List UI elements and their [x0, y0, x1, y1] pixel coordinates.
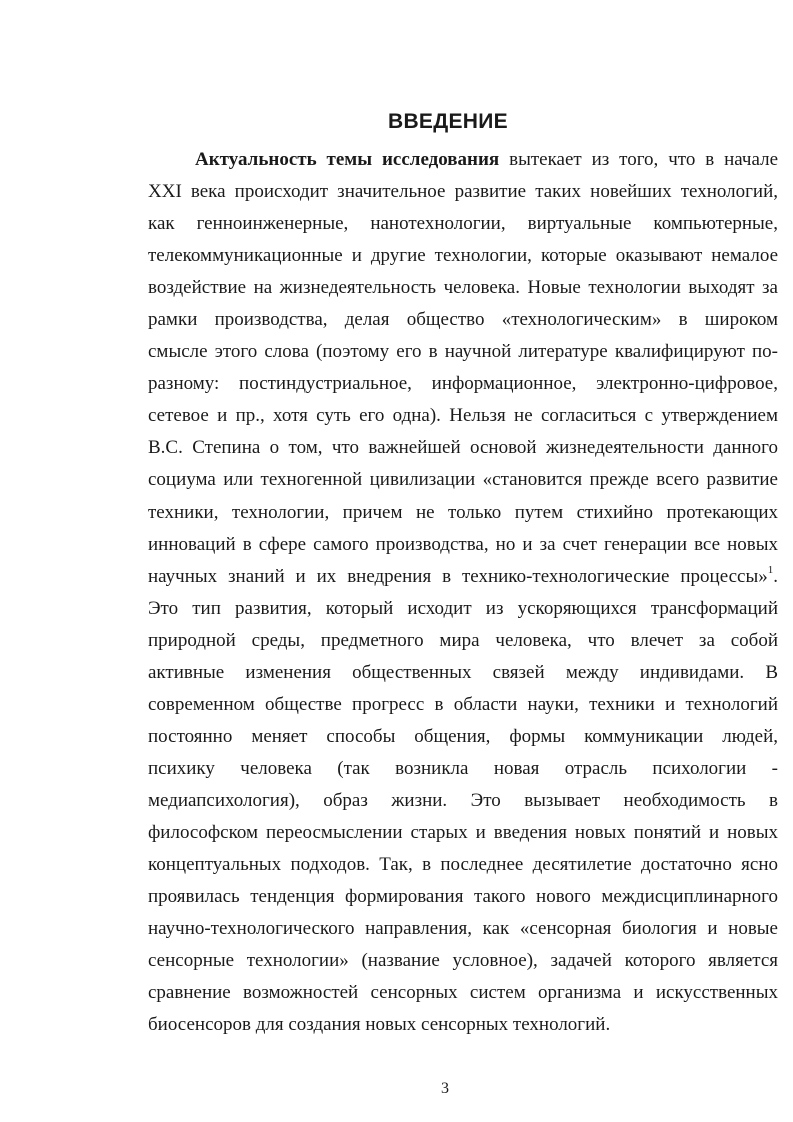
text-line	[148, 977, 778, 1009]
line-text: постоянно меняет способы общения, формы коммуникации людей,	[148, 725, 778, 747]
text-line	[148, 208, 778, 240]
line-text: концептуальных подходов. Так, в последнее десятилетие достаточно ясно	[148, 854, 778, 876]
line-text: Это тип развития, который исходит из ускоряющихся трансформаций	[148, 597, 778, 619]
text-line	[148, 336, 778, 368]
page-number: 3	[441, 1080, 449, 1097]
lead-bold-phrase: Актуальность темы исследования	[195, 149, 500, 170]
line-text: научных знаний и их внедрения в технико-технологические процессы»	[148, 565, 768, 587]
text-line	[148, 400, 778, 432]
text-line	[148, 368, 778, 400]
text-line	[148, 432, 778, 464]
text-line	[148, 785, 778, 817]
line-text: рамки производства, делая общество «технологическим» в широком	[148, 309, 778, 331]
line-text: вытекает из того, что в начале	[499, 149, 779, 170]
text-line	[148, 881, 778, 913]
line-text: смысле этого слова (поэтому его в научной литературе квалифицируют по-	[148, 341, 778, 363]
text-line	[148, 657, 778, 689]
text-line	[148, 849, 778, 881]
line-text: психику человека (так возникла новая отрасль психологии -	[148, 757, 778, 779]
text-line	[148, 144, 778, 176]
line-text: современном обществе прогресс в области науки, техники и технологий	[148, 693, 778, 715]
line-text: социума или техногенной цивилизации «становится прежде всего развитие	[148, 469, 778, 491]
line-text: техники, технологии, причем не только путем стихийно протекающих	[148, 501, 778, 523]
line-text: биосенсоров для создания новых сенсорных технологий.	[148, 1014, 611, 1036]
line-text: инноваций в сфере самого производства, но и за счет генерации все новых	[148, 533, 778, 555]
text-line	[148, 945, 778, 977]
line-text: разному: постиндустриальное, информационное, электронно-цифровое,	[148, 373, 778, 395]
text-line	[148, 625, 778, 657]
line-text: воздействие на жизнедеятельность человека. Новые технологии выходят за	[148, 277, 778, 299]
line-text: В.С. Степина о том, что важнейшей основой жизнедеятельности данного	[148, 437, 778, 459]
line-text: медиапсихология), образ жизни. Это вызывает необходимость в	[148, 789, 778, 811]
line-text: природной среды, предметного мира человека, что влечет за собой	[148, 629, 778, 651]
line-text: активные изменения общественных связей между индивидами. В	[148, 661, 778, 683]
text-line	[148, 272, 778, 304]
text-line	[148, 561, 778, 593]
line-end-punctuation: .	[773, 565, 778, 587]
section-heading: ВВЕДЕНИЕ	[388, 110, 508, 133]
line-text: сенсорные технологии» (название условное), задачей которого является	[148, 950, 778, 972]
text-line	[148, 529, 778, 561]
text-line	[148, 497, 778, 529]
text-line	[148, 464, 778, 496]
line-text: сетевое и пр., хотя суть его одна). Нельзя не согласиться с утверждением	[148, 405, 778, 427]
footnote-reference[interactable]: 1	[767, 563, 774, 576]
text-line	[148, 176, 778, 208]
text-line	[148, 689, 778, 721]
line-text: сравнение возможностей сенсорных систем организма и искусственных	[148, 982, 778, 1004]
line-text: как генноинженерные, нанотехнологии, виртуальные компьютерные,	[148, 213, 778, 235]
line-text: философском переосмыслении старых и введения новых понятий и новых	[148, 821, 778, 843]
text-line	[148, 817, 778, 849]
line-text: научно-технологического направления, как «сенсорная биология и новые	[148, 918, 778, 940]
text-line	[148, 1009, 778, 1041]
text-line	[148, 913, 778, 945]
line-text: XXI века происходит значительное развитие таких новейших технологий,	[148, 181, 778, 203]
body-paragraph	[148, 144, 778, 1041]
line-text: проявилась тенденция формирования такого нового междисциплинарного	[148, 886, 778, 908]
text-line	[148, 593, 778, 625]
text-line	[148, 753, 778, 785]
line-text: телекоммуникационные и другие технологии, которые оказывают немалое	[148, 245, 778, 267]
text-line	[148, 721, 778, 753]
text-line	[148, 304, 778, 336]
text-line	[148, 240, 778, 272]
